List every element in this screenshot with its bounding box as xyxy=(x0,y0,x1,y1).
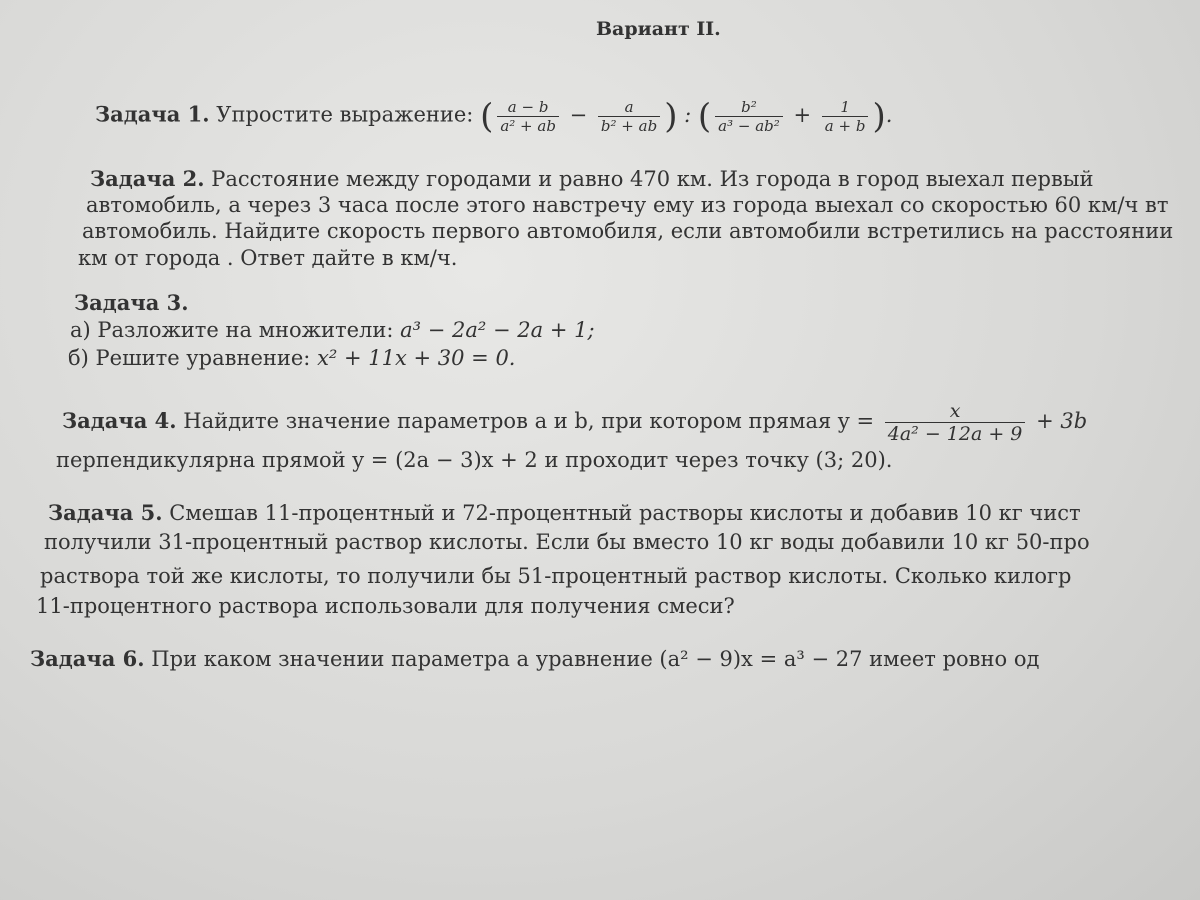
task-4-line-1 xyxy=(62,400,1087,445)
colon-sign: : xyxy=(684,102,692,127)
task-5-line-3: раствора той же кислоты, то получили бы 51-процентный раствор кислоты. Сколько килогр xyxy=(40,564,1072,588)
task-2-line-3: автомобиль. Найдите скорость первого автомобиля, если автомобили встретились на расстоянии xyxy=(82,219,1174,243)
task-3-part-a xyxy=(70,318,595,342)
task-4-fraction-numerator: x xyxy=(885,400,1026,423)
task-1-period: . xyxy=(885,102,893,127)
task-3-part-b xyxy=(68,346,516,370)
variant-title: Вариант II. xyxy=(596,18,721,40)
task-3-a-text: а) Разложите на множители: xyxy=(70,318,394,342)
task-4-fraction-denominator: 4a² − 12a + 9 xyxy=(887,423,1023,445)
task-1-label: Задача 1. xyxy=(95,101,210,127)
task-1 xyxy=(95,96,892,136)
task-2-text-1: Расстояние между городами и равно 470 км. Из города в город выехал первый xyxy=(211,167,1094,191)
fraction-1-numerator: a − b xyxy=(497,98,559,117)
task-4-text-1: Найдите значение параметров a и b, при котором прямая y = xyxy=(183,409,875,433)
fraction-1-denominator: a² + ab xyxy=(500,116,556,135)
task-4-line-2: перпендикулярна прямой y = (2a − 3)x + 2 и проходит через точку (3; 20). xyxy=(56,448,893,472)
fraction-2-denominator: b² + ab xyxy=(600,116,658,135)
task-2-line-1 xyxy=(90,166,1094,191)
task-4-label: Задача 4. xyxy=(62,408,177,433)
fraction-3-numerator: b² xyxy=(715,98,783,117)
task-2-label: Задача 2. xyxy=(90,166,205,191)
task-4-tail: + 3b xyxy=(1036,409,1088,433)
task-2-line-2: автомобиль, а через 3 часа после этого навстречу ему из города выехал со скоростью 60 км/ч вт xyxy=(86,193,1169,217)
plus-sign: + xyxy=(793,102,812,127)
fraction-2-numerator: a xyxy=(598,98,660,117)
task-5-line-1 xyxy=(48,500,1081,525)
task-6 xyxy=(30,646,1039,671)
task-2-line-4: км от города . Ответ дайте в км/ч. xyxy=(78,246,458,270)
task-3-a-expression: a³ − 2a² − 2a + 1; xyxy=(400,318,595,342)
fraction-4-denominator: a + b xyxy=(824,116,866,135)
task-4-fraction xyxy=(885,400,1026,445)
task-5-line-4: 11-процентного раствора использовали для получения смеси? xyxy=(36,594,735,618)
minus-sign: − xyxy=(569,102,588,127)
task-6-text: При каком значении параметра a уравнение (a² − 9)x = a³ − 27 имеет ровно од xyxy=(151,647,1040,671)
task-1-text: Упростите выражение: xyxy=(216,102,474,127)
task-5-text-1: Смешав 11-процентный и 72-процентный растворы кислоты и добавив 10 кг чист xyxy=(169,501,1081,525)
task-6-label: Задача 6. xyxy=(30,646,145,671)
task-5-label: Задача 5. xyxy=(48,500,163,525)
fraction-3-denominator: a³ − ab² xyxy=(718,116,780,135)
fraction-4-numerator: 1 xyxy=(822,98,869,117)
task-1-expression: ( $\frac{a - b}{\text{a² + ab}}$ − $\frac{a}{\text{b² + ab}}$ ) : ( $\frac{\text{b²}}{\text{a³ − ab²}}$ + $\frac{1}{a + b}$ ). xyxy=(480,96,893,136)
task-3-b-text: б) Решите уравнение: xyxy=(68,346,311,370)
task-3-b-expression: x² + 11x + 30 = 0. xyxy=(317,346,516,370)
task-3-label: Задача 3. xyxy=(74,290,189,315)
task-5-line-2: получили 31-процентный раствор кислоты. Если бы вместо 10 кг воды добавили 10 кг 50-про xyxy=(44,530,1090,554)
